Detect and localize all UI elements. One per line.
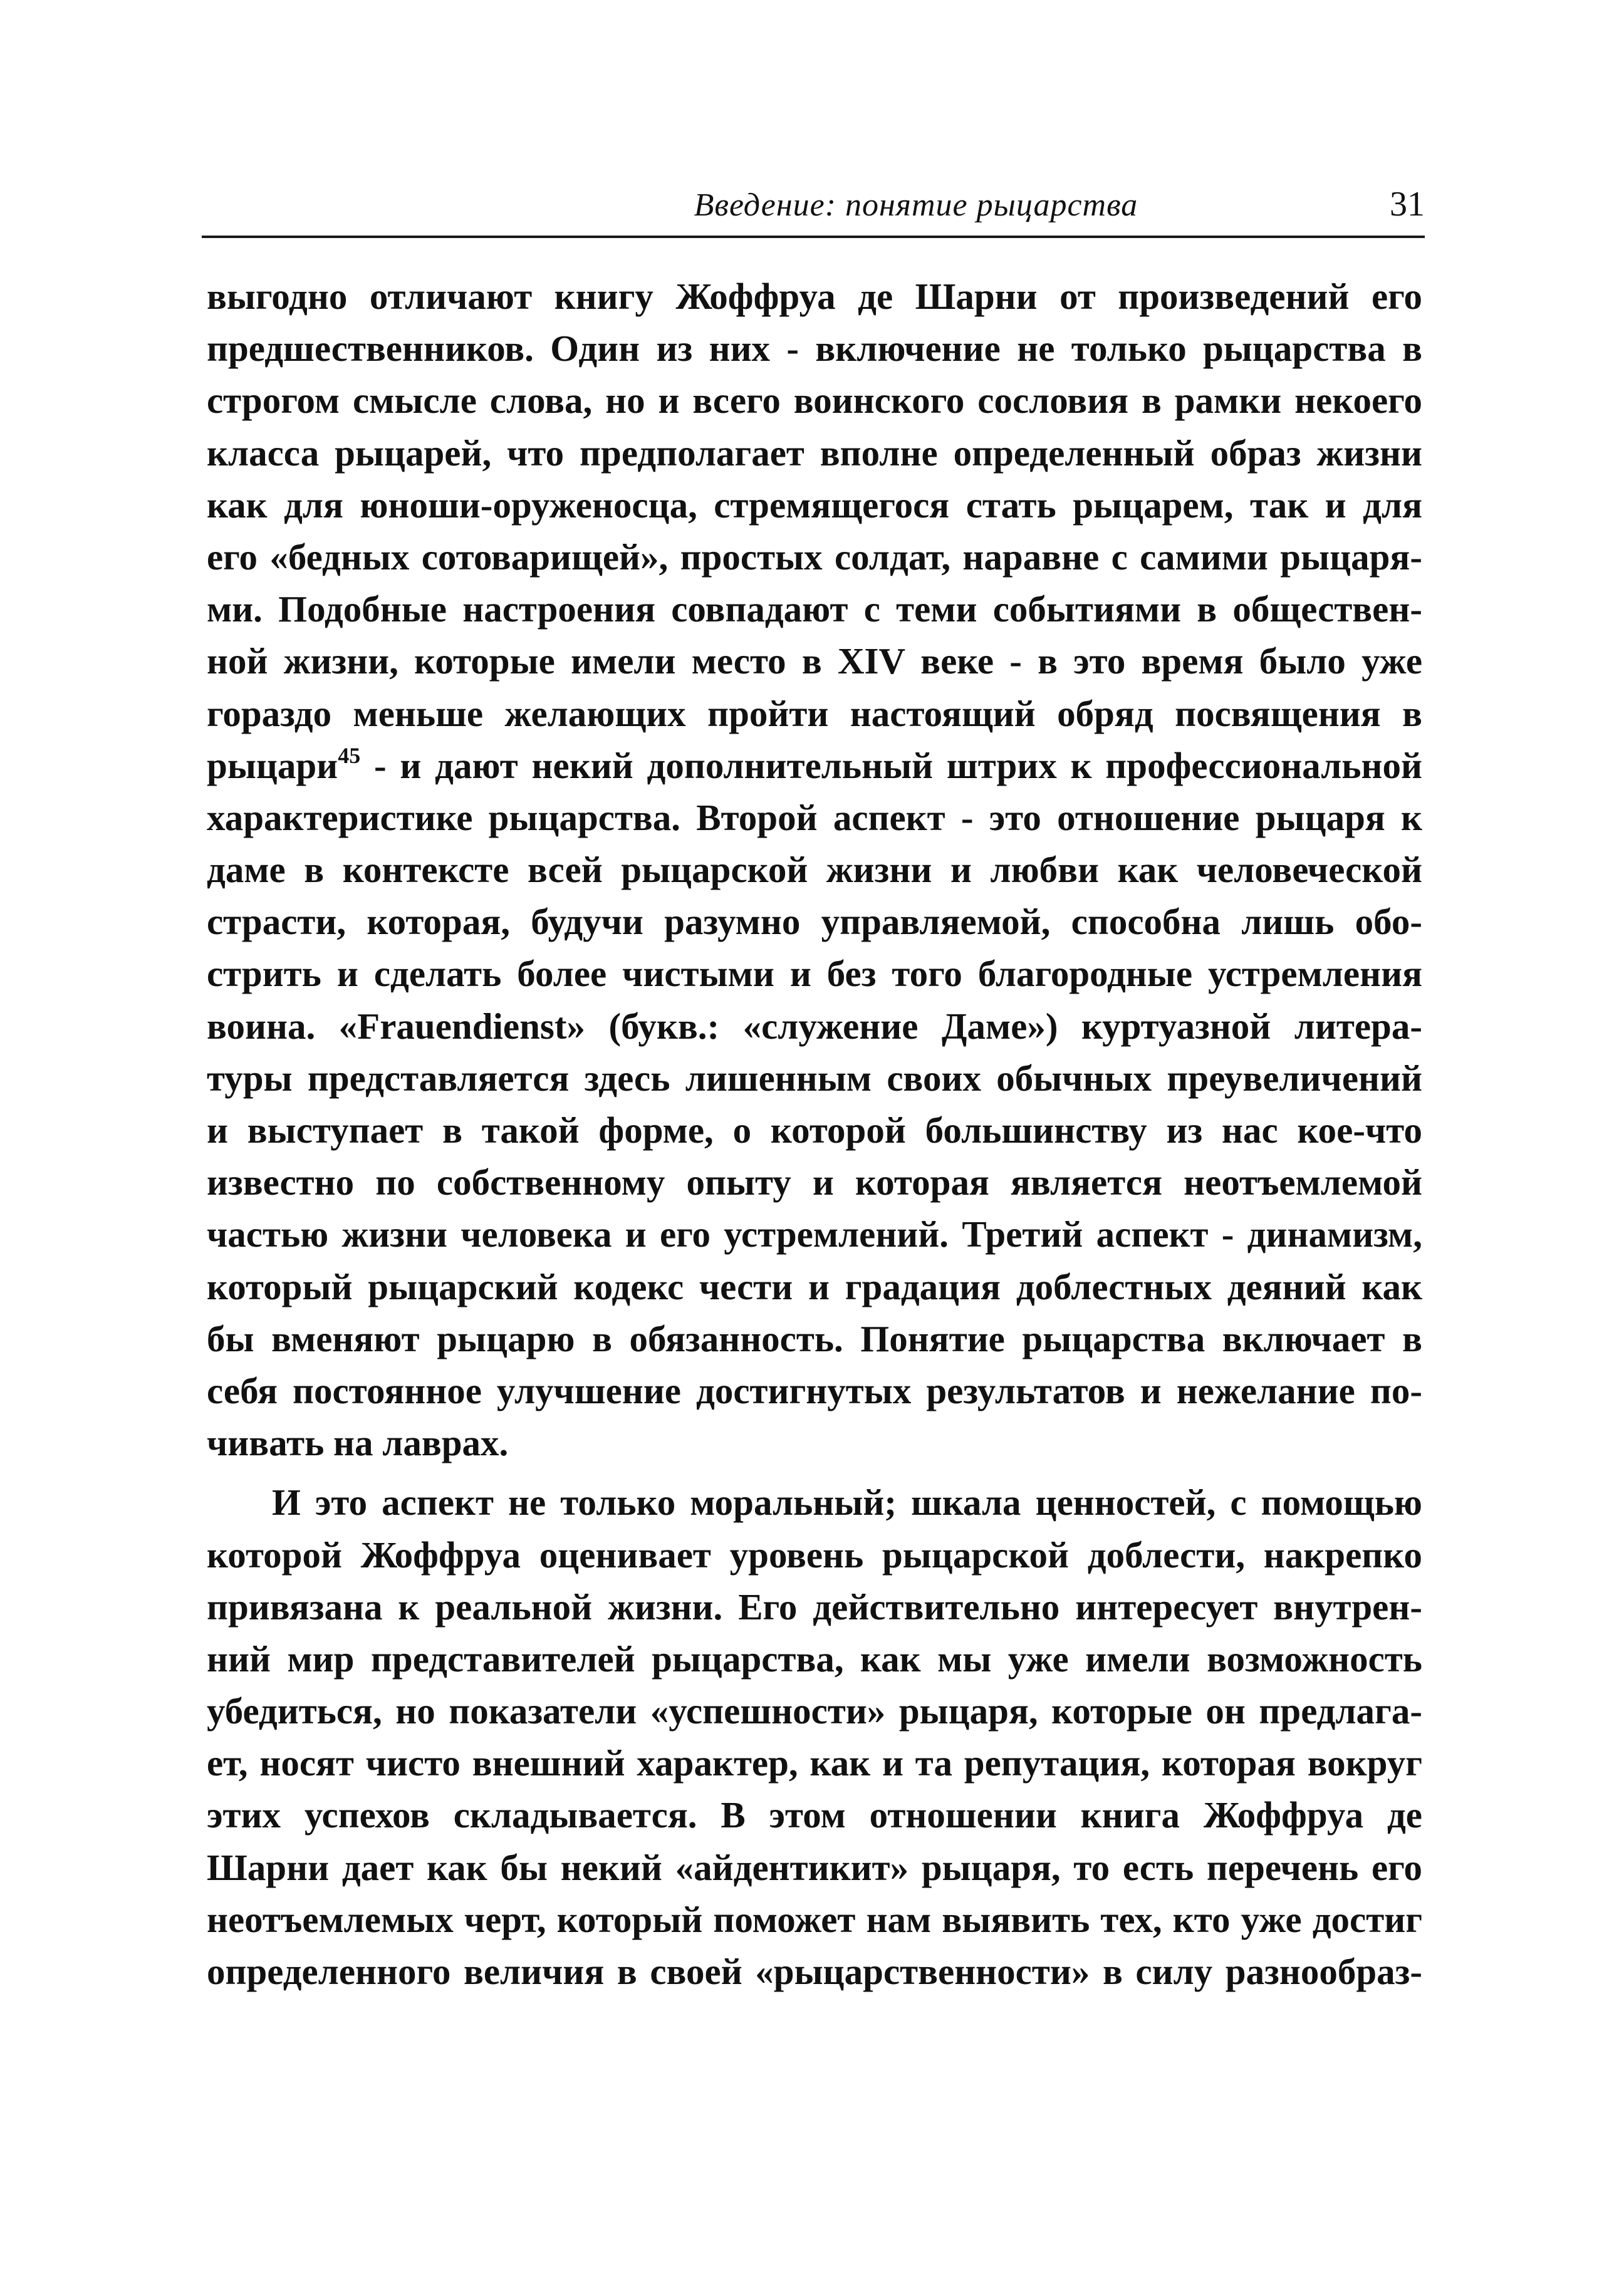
text-line: известно по собственному опыту и которая является неотъемлемой [207,1161,1422,1203]
text-line: И это аспект не только моральный; шкала ценностей, с помощью [272,1482,1422,1524]
footnote-ref[interactable]: 45 [338,742,361,768]
text-line: этих успехов складывается. В этом отношении книга Жоффруа де [207,1794,1422,1836]
text-line: туры представляется здесь лишенным своих обычных преувеличений [207,1057,1422,1099]
text-line: страсти, которая, будучи разумно управляемой, способна лишь обо- [207,901,1422,943]
text-line-with-footnote [207,740,1422,792]
text-line: ет, носят чисто внешний характер, как и та репутация, которая вокруг [207,1742,1422,1784]
text-line: ной жизни, которые имели место в XIV веке - в это время было уже [207,640,1422,682]
body-text [207,271,1422,1998]
text-line: Шарни дает как бы некий «айдентикит» рыцаря, то есть перечень его [207,1846,1422,1888]
text-line: убедиться, но показатели «успешности» рыцаря, которые он предлага- [207,1690,1422,1732]
text-line: стрить и сделать более чистыми и без того благородные устремления [207,953,1422,995]
text-line: и выступает в такой форме, о которой большинству из нас кое-что [207,1109,1422,1151]
text-line: характеристике рыцарства. Второй аспект - это отношение рыцаря к [207,796,1422,838]
text-line: его «бедных сотоварищей», простых солдат, наравне с самими рыцаря- [207,536,1422,578]
page-number: 31 [1390,185,1425,224]
text-fragment: - и дают некий дополнительный штрих к профессиональной [360,744,1422,786]
text-line: ми. Подобные настроения совпадают с теми событиями в обществен- [207,588,1422,630]
header-rule [202,236,1425,238]
text-line: класса рыцарей, что предполагает вполне определенный образ жизни [207,432,1422,474]
running-title: Введение: понятие рыцарства [694,187,1138,223]
text-line: чивать на лаврах. [207,1422,509,1464]
text-line: даме в контексте всей рыцарской жизни и любви как человеческой [207,849,1422,891]
text-line: гораздо меньше желающих пройти настоящий обряд посвящения в [207,692,1422,734]
text-fragment: рыцари [207,744,338,786]
text-line: выгодно отличают книгу Жоффруа де Шарни от произведений его [207,276,1422,317]
text-line: который рыцарский кодекс чести и градация доблестных деяний как [207,1265,1422,1307]
text-line: воина. «Frauendienst» (букв.: «служение Даме») куртуазной литера- [207,1005,1422,1047]
text-line: строгом смысле слова, но и всего воинского сословия в рамки некоего [207,380,1422,422]
text-line: определенного величия в своей «рыцарственности» в силу разнообраз- [207,1951,1422,1992]
text-line: привязана к реальной жизни. Его действительно интересует внутрен- [207,1586,1422,1628]
paragraph-gap [207,1469,1422,1477]
text-line: как для юноши-оруженосца, стремящегося стать рыцарем, так и для [207,484,1422,526]
text-line: себя постоянное улучшение достигнутых результатов и нежелание по- [207,1369,1422,1411]
text-line: предшественников. Один из них - включение не только рыцарства в [207,328,1422,370]
text-line: частью жизни человека и его устремлений. Третий аспект - динамизм, [207,1213,1422,1255]
text-line: бы вменяют рыцарю в обязанность. Понятие рыцарства включает в [207,1317,1422,1359]
running-head [202,182,1425,234]
paragraph-2 [207,1477,1422,1998]
text-line: ний мир представителей рыцарства, как мы уже имели возможность [207,1638,1422,1680]
paragraph-1 [207,271,1422,1469]
text-line: неотъемлемых черт, который поможет нам выявить тех, кто уже достиг [207,1898,1422,1940]
text-line: которой Жоффруа оценивает уровень рыцарской доблести, накрепко [207,1534,1422,1576]
